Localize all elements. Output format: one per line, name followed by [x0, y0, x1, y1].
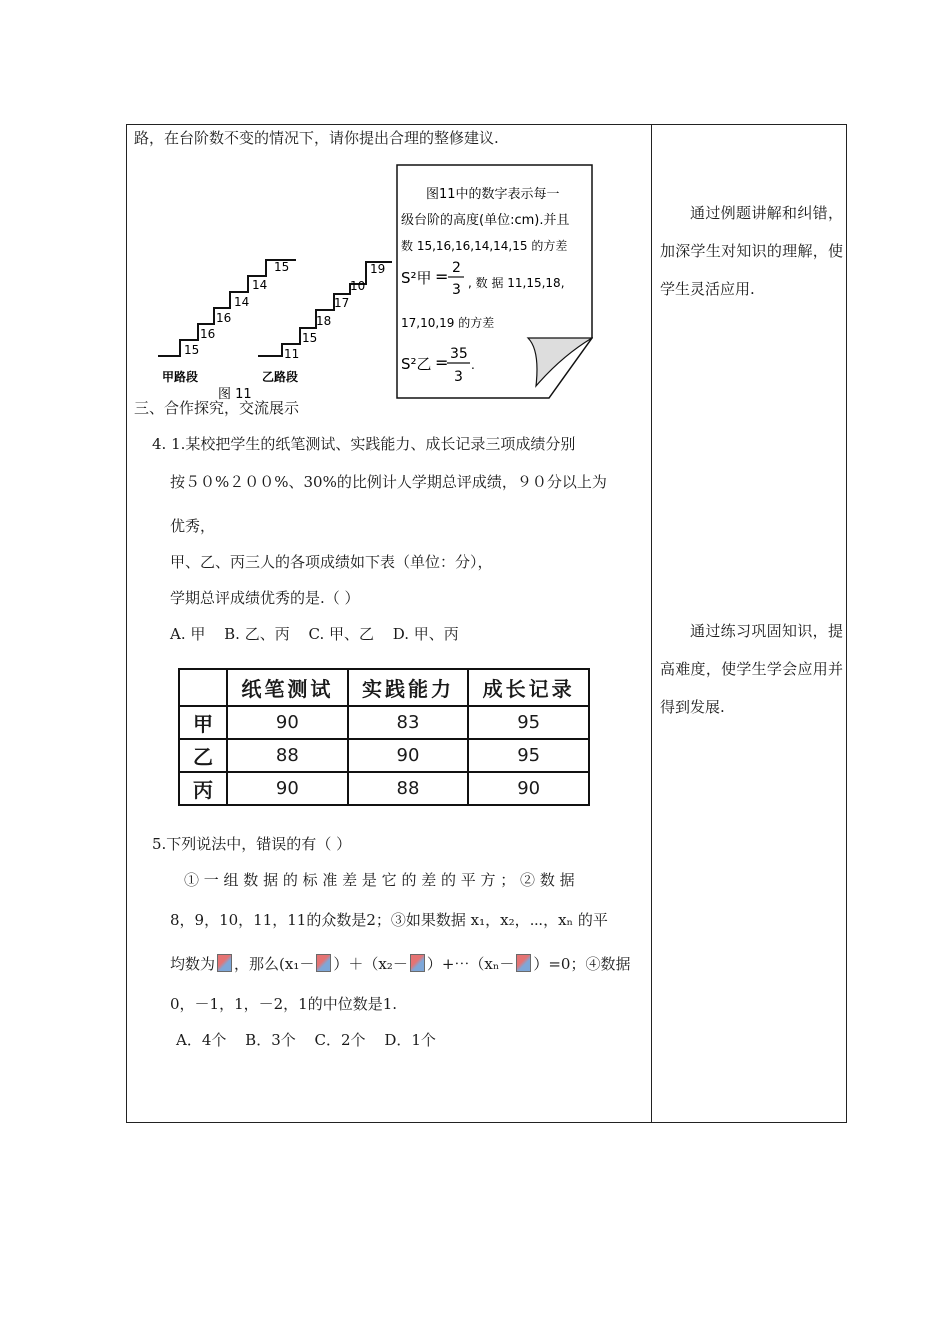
- score-cell: 90: [227, 772, 348, 805]
- score-row: [179, 772, 589, 805]
- variance-b-lhs: S²乙: [401, 355, 432, 373]
- teaching-note-1-text: 通过例题讲解和纠错，加深学生对知识的理解，使学生灵活应用.: [660, 204, 843, 298]
- teaching-note-2: [660, 612, 843, 726]
- score-cell: 83: [348, 706, 469, 739]
- intro-line: 路，在台阶数不变的情况下，请你提出合理的整修建议.: [134, 129, 499, 147]
- q5-line-3-text: ）=0；④数据: [533, 955, 631, 973]
- q4-line-1: 4. 1.某校把学生的纸笔测试、实践能力、成长记录三项成绩分别: [152, 435, 576, 453]
- q4-options: [170, 624, 473, 644]
- q5-line-2: 8，9，10，11，11的众数是2；③如果数据 x₁，x₂，⋯，xₙ 的平: [170, 911, 608, 929]
- path-a-stairs: [158, 260, 296, 356]
- teaching-note-1: [660, 194, 843, 308]
- figure-caption: 图 11: [218, 387, 252, 400]
- score-row: [179, 706, 589, 739]
- q5-line-3: [170, 954, 630, 974]
- note-line-5: , 数 据 11,15,18,: [468, 276, 565, 290]
- q4-option-c: C. 甲、乙: [308, 625, 374, 643]
- score-row-name: 丙: [179, 772, 227, 805]
- path-b-step-5: 10: [350, 279, 366, 293]
- path-a-label: 甲路段: [162, 370, 199, 384]
- score-corner-cell: [179, 669, 227, 706]
- path-b-step-2: 15: [302, 331, 318, 345]
- q4-line-2: 按５０%２００%、30%的比例计人学期总评成绩，９０分以上为: [170, 473, 607, 491]
- mean-symbol-image: [410, 954, 425, 972]
- score-cell: 95: [468, 739, 589, 772]
- section-heading: 三、合作探究，交流展示: [134, 399, 300, 417]
- variance-a-lhs: S²甲: [401, 269, 432, 287]
- q5-option-c: C．2个: [314, 1031, 366, 1049]
- path-b-stairs: [258, 262, 392, 356]
- q4-option-d: D. 甲、丙: [392, 625, 459, 643]
- score-header-written: 纸笔测试: [227, 669, 348, 706]
- score-cell: 90: [348, 739, 469, 772]
- path-b-step-6: 19: [370, 262, 386, 276]
- score-header-practice: 实践能力: [348, 669, 469, 706]
- note-line-6: 17,10,19 的方差: [401, 316, 495, 330]
- teaching-note-2-text: 通过练习巩固知识，提高难度，使学生学会应用并得到发展.: [660, 622, 843, 716]
- variance-a-eq: =: [435, 267, 449, 286]
- variance-b-num: 35: [450, 346, 468, 362]
- path-a-step-6: 15: [274, 260, 290, 274]
- variance-a-den: 3: [452, 282, 461, 298]
- column-divider: [651, 124, 652, 1123]
- variance-b-eq: =: [435, 353, 449, 372]
- mean-symbol-image: [516, 954, 531, 972]
- q5-line-3-text: 均数为: [170, 955, 216, 973]
- q5-line-1: ① 一 组 数 据 的 标 准 差 是 它 的 差 的 平 方 ； ② 数 据: [184, 871, 575, 889]
- variance-b-dot: .: [471, 358, 475, 372]
- score-row-name: 乙: [179, 739, 227, 772]
- q5-options: [176, 1030, 450, 1050]
- q5-line-3-text: ）＋（x₂－: [333, 955, 408, 973]
- score-cell: 90: [468, 772, 589, 805]
- score-header-row: [179, 669, 589, 706]
- mean-symbol-image: [316, 954, 331, 972]
- note-line-3: 数 15,16,16,14,14,15 的方差: [401, 239, 568, 253]
- path-b-step-4: 17: [334, 296, 350, 310]
- q5-option-a: A．4个: [176, 1031, 227, 1049]
- q4-line-5: 学期总评成绩优秀的是.（ ）: [170, 589, 360, 607]
- note-line-2: 级台阶的高度(单位:cm).并且: [401, 213, 570, 228]
- q4-line-3: 优秀，: [170, 517, 216, 535]
- score-cell: 88: [227, 739, 348, 772]
- q5-line-3-text: ，那么(x₁－: [234, 955, 315, 973]
- score-row: [179, 739, 589, 772]
- path-a-step-5: 14: [252, 278, 268, 292]
- path-b-label: 乙路段: [262, 370, 299, 384]
- path-a-step-4: 14: [234, 295, 250, 309]
- q5-title: 5.下列说法中，错误的有（ ）: [152, 835, 352, 853]
- q4-option-a: A. 甲: [170, 625, 206, 643]
- score-cell: 90: [227, 706, 348, 739]
- q4-line-4: 甲、乙、丙三人的各项成绩如下表（单位：分），: [170, 553, 493, 571]
- q5-option-b: B．3个: [245, 1031, 296, 1049]
- score-row-name: 甲: [179, 706, 227, 739]
- score-table: [178, 668, 590, 803]
- score-cell: 88: [348, 772, 469, 805]
- q5-option-d: D．1个: [384, 1031, 436, 1049]
- q5-line-4: 0，－1，1，－2，1的中位数是1.: [170, 995, 398, 1013]
- path-a-step-2: 16: [200, 327, 216, 341]
- path-a-step-1: 15: [184, 343, 200, 357]
- path-a-step-3: 16: [216, 311, 232, 325]
- path-b-step-1: 11: [284, 347, 300, 361]
- q5-line-3-text: ）+⋯（xₙ－: [426, 955, 515, 973]
- variance-b-den: 3: [454, 369, 463, 385]
- mean-symbol-image: [217, 954, 232, 972]
- score-cell: 95: [468, 706, 589, 739]
- q4-option-b: B. 乙、丙: [224, 625, 290, 643]
- score-header-growth: 成长记录: [468, 669, 589, 706]
- path-b-step-3: 18: [316, 314, 332, 328]
- note-line-1: 图11中的数字表示每一: [426, 187, 560, 202]
- variance-a-num: 2: [452, 260, 461, 276]
- figure-11: [148, 160, 593, 400]
